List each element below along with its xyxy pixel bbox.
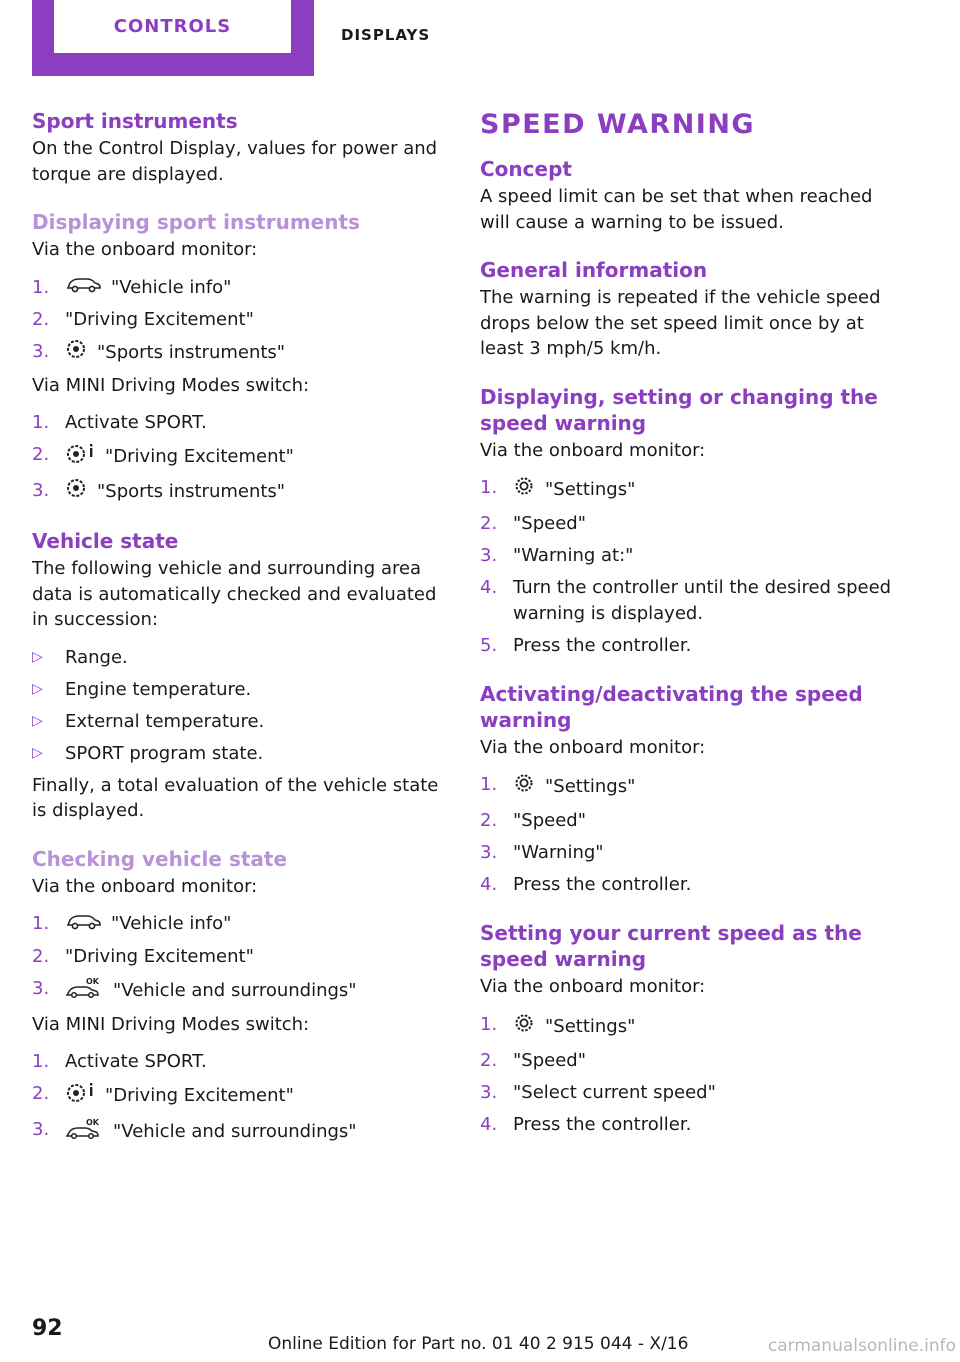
step-number: 2. bbox=[480, 513, 498, 534]
list-item bbox=[480, 543, 900, 569]
list-item bbox=[32, 410, 452, 436]
vehicle-state-final: Finally, a total evaluation of the vehicle state is displayed. bbox=[32, 774, 439, 822]
concept-text: A speed limit can be set that when reached will cause a warning to be issued. bbox=[480, 186, 873, 233]
left-column bbox=[32, 108, 452, 1153]
step-text: Activate SPORT. bbox=[65, 1051, 207, 1072]
vehicle-state-text: The following vehicle and surrounding area data is automatically checked and evaluated in succession: bbox=[32, 558, 437, 631]
step-number: 5. bbox=[480, 634, 498, 656]
step-number: 3. bbox=[32, 340, 50, 362]
steps-list bbox=[32, 275, 452, 367]
step-number: 3. bbox=[480, 1081, 498, 1103]
list-item bbox=[32, 339, 452, 367]
via-onboard-text: Via the onboard monitor: bbox=[480, 736, 706, 758]
car-icon bbox=[65, 912, 101, 938]
step-number: 3. bbox=[32, 480, 50, 502]
bullet-list bbox=[32, 645, 452, 767]
step-number: 1. bbox=[480, 774, 498, 795]
concept-heading: Concept bbox=[480, 157, 572, 181]
vehicle-state-heading: Vehicle state bbox=[32, 529, 179, 554]
steps-list bbox=[32, 1049, 452, 1147]
step-text: "Speed" bbox=[513, 1049, 586, 1071]
step-text: "Settings" bbox=[545, 478, 636, 500]
step-text: "Vehicle info" bbox=[111, 913, 232, 935]
list-item bbox=[480, 633, 900, 659]
general-info-heading: General information bbox=[480, 258, 708, 282]
step-text: "Speed" bbox=[513, 810, 586, 831]
step-number: 1. bbox=[32, 1051, 50, 1072]
header-tab-controls bbox=[54, 0, 291, 53]
triangle-bullet-icon: ▷ bbox=[32, 648, 43, 665]
car-icon bbox=[65, 275, 101, 301]
sport-instruments-text: On the Control Display, values for power and torque are displayed. bbox=[32, 138, 438, 185]
list-item bbox=[480, 475, 900, 505]
list-item bbox=[480, 808, 900, 834]
list-item bbox=[480, 840, 900, 866]
steps-list bbox=[480, 1012, 900, 1138]
step-text: "Driving Excitement" bbox=[65, 308, 254, 330]
settings-gear-icon bbox=[513, 1012, 535, 1042]
sport-instruments-heading: Sport instruments bbox=[32, 109, 238, 133]
bullet-item bbox=[32, 645, 452, 671]
step-number: 1. bbox=[32, 412, 50, 434]
via-onboard-text: Via the onboard monitor: bbox=[480, 976, 706, 997]
step-text: "Select current speed" bbox=[513, 1081, 716, 1103]
list-item bbox=[480, 1112, 900, 1138]
steps-list bbox=[32, 410, 452, 506]
settings-gear-icon bbox=[513, 475, 535, 505]
list-item bbox=[32, 275, 452, 301]
step-text: "Warning at:" bbox=[513, 545, 634, 566]
current-speed-heading: Setting your current speed as the speed warning bbox=[480, 921, 862, 971]
step-text: Activate SPORT. bbox=[65, 412, 207, 434]
step-number: 4. bbox=[480, 577, 498, 598]
settings-gear-icon bbox=[513, 772, 535, 802]
checking-state-heading: Checking vehicle state bbox=[32, 846, 288, 871]
step-number: 3. bbox=[480, 545, 498, 566]
edition-footer: Online Edition for Part no. 01 40 2 915 044 - X/16 bbox=[268, 1334, 689, 1354]
via-onboard-text: Via the onboard monitor: bbox=[32, 875, 258, 897]
list-item bbox=[32, 1049, 452, 1075]
bullet-text: SPORT program state. bbox=[65, 742, 264, 764]
triangle-bullet-icon: ▷ bbox=[32, 712, 43, 729]
list-item bbox=[480, 511, 900, 537]
svg-text:OK: OK bbox=[86, 976, 99, 986]
step-text: "Sports instruments" bbox=[97, 341, 286, 363]
list-item bbox=[32, 944, 452, 970]
general-info-text: The warning is repeated if the vehicle speed drops below the set speed limit once by at least 3 mph/5 km/h. bbox=[480, 287, 881, 359]
activating-speed-warning-heading: Activating/deactivating the speed warning bbox=[480, 681, 863, 732]
page-number: 92 bbox=[32, 1316, 63, 1341]
step-number: 1. bbox=[480, 1013, 498, 1035]
car-ok-icon bbox=[65, 1117, 103, 1147]
step-number: 2. bbox=[32, 308, 50, 330]
step-text: "Vehicle and surroundings" bbox=[113, 1120, 357, 1142]
step-number: 2. bbox=[480, 810, 498, 831]
step-number: 1. bbox=[32, 913, 50, 935]
step-text: "Vehicle info" bbox=[111, 276, 232, 298]
watermark: carmanualsonline.info bbox=[767, 1336, 956, 1356]
step-text: "Driving Excitement" bbox=[105, 446, 294, 467]
step-text: "Vehicle and surroundings" bbox=[113, 979, 357, 1001]
steps-list bbox=[480, 475, 900, 658]
via-onboard-text: Via the onboard monitor: bbox=[32, 239, 258, 260]
step-number: 4. bbox=[480, 874, 498, 895]
bullet-text: External temperature. bbox=[65, 710, 265, 732]
car-ok-icon bbox=[65, 976, 103, 1006]
step-number: 3. bbox=[480, 842, 498, 863]
bullet-item bbox=[32, 741, 452, 767]
header-tab-label: CONTROLS bbox=[113, 16, 232, 37]
list-item bbox=[32, 911, 452, 937]
list-item bbox=[480, 1080, 900, 1106]
step-number: 2. bbox=[32, 945, 50, 967]
driving-excitement-icon bbox=[65, 442, 95, 472]
displaying-sport-heading: Displaying sport instruments bbox=[32, 210, 360, 234]
step-text: "Sports instruments" bbox=[97, 481, 286, 502]
step-text: "Driving Excitement" bbox=[65, 945, 254, 967]
step-number: 2. bbox=[480, 1049, 498, 1071]
step-text: "Driving Excitement" bbox=[105, 1084, 294, 1106]
bullet-text: Range. bbox=[65, 646, 128, 668]
list-item bbox=[32, 1117, 452, 1147]
driving-excitement-icon bbox=[65, 1081, 95, 1111]
list-item bbox=[480, 772, 900, 802]
via-onboard-text: Via the onboard monitor: bbox=[480, 439, 706, 461]
list-item bbox=[32, 1081, 452, 1111]
step-text: "Settings" bbox=[545, 1015, 636, 1037]
step-number: 4. bbox=[480, 1113, 498, 1135]
displaying-speed-warning-heading: Displaying, setting or changing the speed warning bbox=[480, 384, 878, 435]
steps-list bbox=[480, 772, 900, 898]
step-text: Press the controller. bbox=[513, 874, 692, 895]
list-item bbox=[480, 575, 900, 626]
svg-text:OK: OK bbox=[86, 1118, 99, 1127]
step-text: "Warning" bbox=[513, 842, 604, 863]
step-text: Turn the controller until the desired speed warning is displayed. bbox=[513, 577, 892, 624]
step-number: 1. bbox=[480, 477, 498, 498]
right-column bbox=[480, 108, 900, 1144]
via-modes-text: Via MINI Driving Modes switch: bbox=[32, 1013, 310, 1035]
triangle-bullet-icon: ▷ bbox=[32, 680, 43, 697]
bullet-text: Engine temperature. bbox=[65, 678, 252, 700]
via-modes-text: Via MINI Driving Modes switch: bbox=[32, 374, 310, 396]
speed-warning-title: SPEED WARNING bbox=[480, 109, 756, 140]
steps-list bbox=[32, 911, 452, 1005]
list-item bbox=[32, 442, 452, 472]
step-number: 2. bbox=[32, 444, 50, 466]
list-item bbox=[32, 478, 452, 506]
step-text: Press the controller. bbox=[513, 1113, 692, 1135]
header-section-label: DISPLAYS bbox=[341, 26, 431, 44]
sport-gauge-icon bbox=[65, 339, 87, 367]
list-item bbox=[32, 976, 452, 1006]
step-text: Press the controller. bbox=[513, 634, 692, 656]
triangle-bullet-icon: ▷ bbox=[32, 744, 43, 761]
step-text: "Speed" bbox=[513, 513, 586, 534]
step-number: 3. bbox=[32, 977, 50, 999]
list-item bbox=[480, 1048, 900, 1074]
bullet-item bbox=[32, 677, 452, 703]
sport-gauge-icon bbox=[65, 478, 87, 506]
list-item bbox=[480, 1012, 900, 1042]
step-text: "Settings" bbox=[545, 775, 636, 797]
step-number: 3. bbox=[32, 1119, 50, 1140]
bullet-item bbox=[32, 709, 452, 735]
step-number: 2. bbox=[32, 1083, 50, 1104]
list-item bbox=[480, 872, 900, 898]
list-item bbox=[32, 307, 452, 333]
step-number: 1. bbox=[32, 276, 50, 298]
